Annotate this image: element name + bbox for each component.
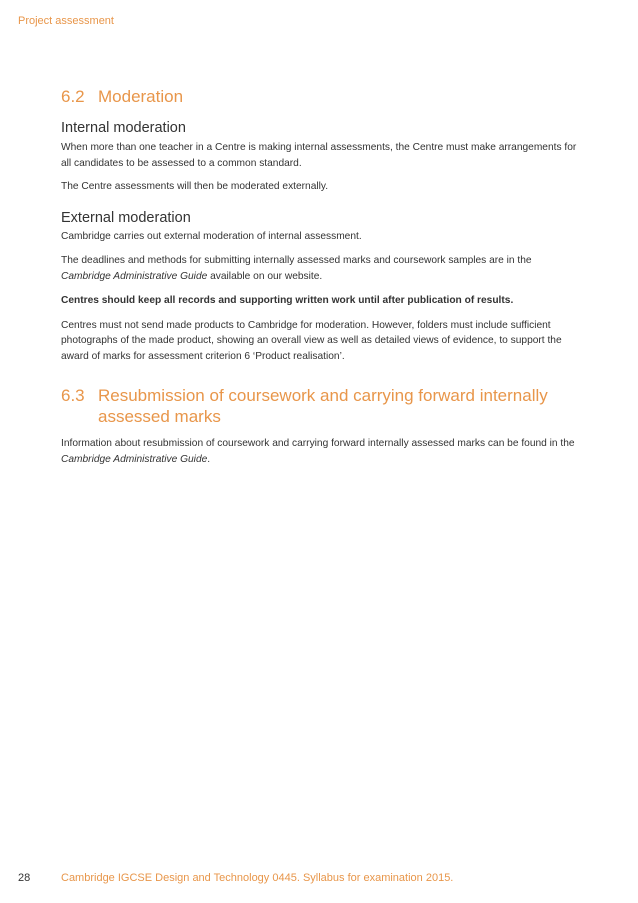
paragraph-records-notice: Centres should keep all records and supporting written work until after publication of results. xyxy=(61,295,514,306)
subheading-external-moderation: External moderation xyxy=(61,209,191,226)
paragraph-external-2-text: The deadlines and methods for submitting internally assessed marks and coursework samples are in the xyxy=(61,255,532,266)
subheading-internal-moderation: Internal moderation xyxy=(61,120,186,136)
section-heading-6-3 xyxy=(61,385,581,427)
section-title: Resubmission of coursework and carrying forward internally assessed marks xyxy=(98,386,548,426)
paragraph-external-3: Centres must not send made products to Cambridge for moderation. However, folders must include sufficient photographs of the made product, showing an overall view as well as detailed views of evidence, to support the award of marks for assessment criterion 6 ‘Product realisation’. xyxy=(61,319,562,362)
section-title: Moderation xyxy=(98,87,184,106)
paragraph-external-2 xyxy=(61,253,581,284)
section-number: 6.3 xyxy=(61,386,85,405)
paragraph-external-1: Cambridge carries out external moderation of internal assessment. xyxy=(61,230,362,242)
paragraph-resubmission-text: Information about resubmission of coursework and carrying forward internally assessed marks can be found in the xyxy=(61,438,575,449)
paragraph-internal-2: The Centre assessments will then be moderated externally. xyxy=(61,181,329,192)
guide-title: Cambridge Administrative Guide xyxy=(61,453,208,465)
footer-title: Cambridge IGCSE Design and Technology 0445. Syllabus for examination 2015. xyxy=(61,872,454,884)
paragraph-resubmission xyxy=(61,436,581,467)
paragraph-resubmission-end: . xyxy=(207,453,211,465)
page-content xyxy=(61,86,581,467)
guide-title: Cambridge Administrative Guide xyxy=(61,270,208,282)
section-heading-6-2 xyxy=(61,86,581,107)
paragraph-external-2-end: available on our website. xyxy=(207,270,323,282)
paragraph-internal-1: When more than one teacher in a Centre is making internal assessments, the Centre must make arrangements for all candidates to be assessed to a common standard. xyxy=(61,142,577,169)
running-head: Project assessment xyxy=(18,15,114,27)
section-number: 6.2 xyxy=(61,87,85,106)
page-number: 28 xyxy=(18,872,31,884)
